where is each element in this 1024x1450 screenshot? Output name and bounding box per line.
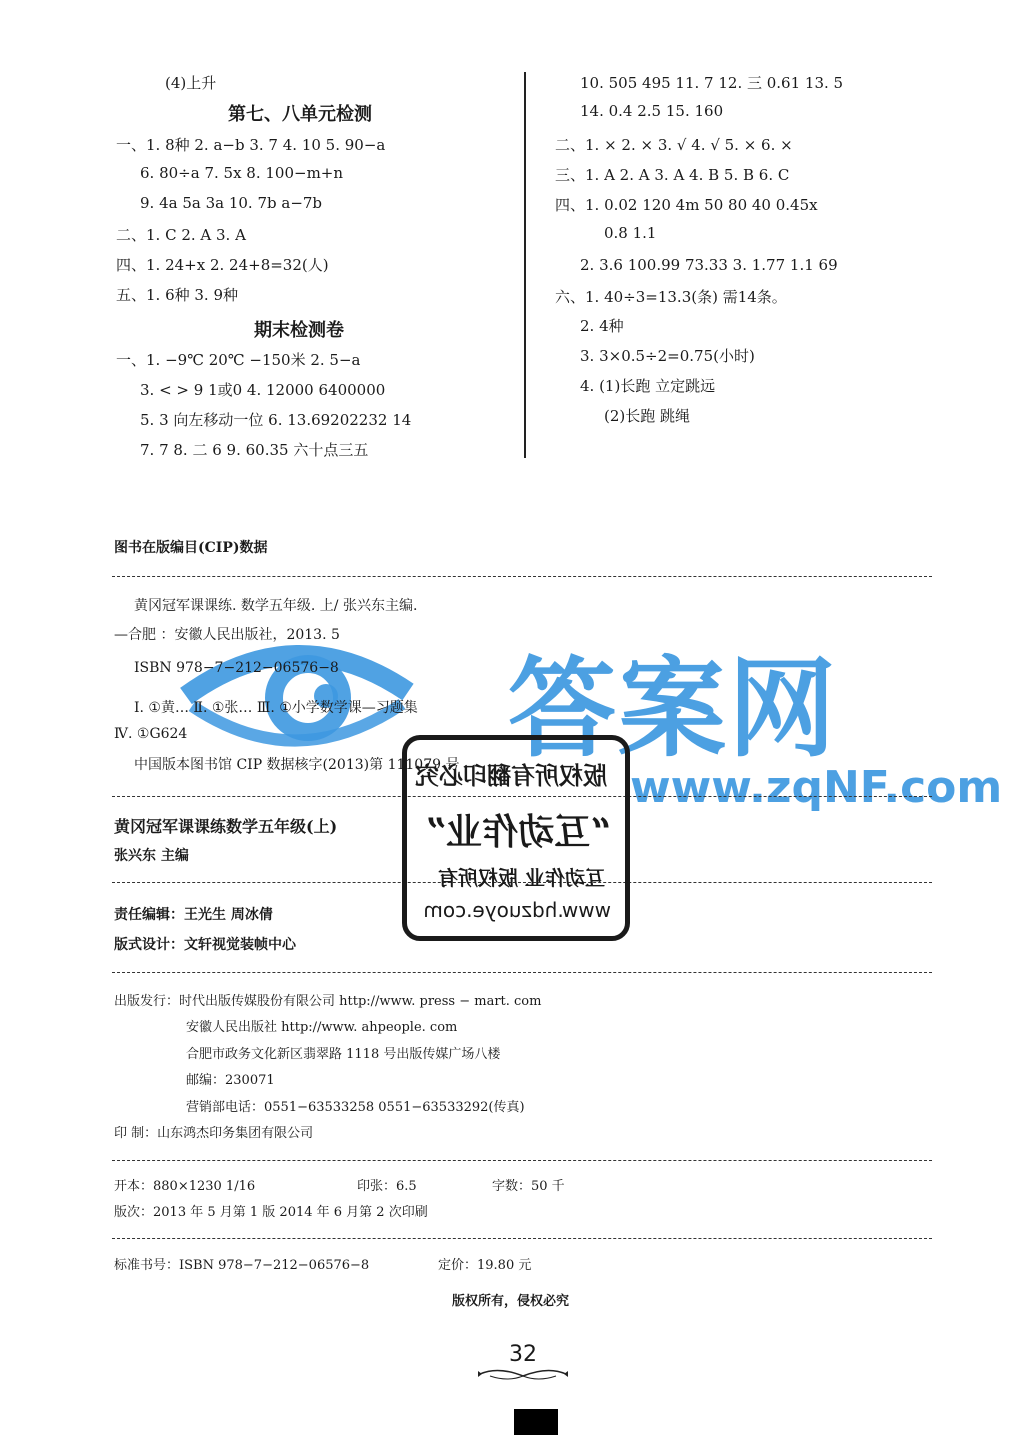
publisher-line: 出版发行：时代出版传媒股份有限公司 http://www. press − mart. com <box>114 994 542 1009</box>
stamp-line: 版权所有翻印必究 <box>415 761 607 790</box>
watermark-url: www.zqNF.com <box>630 762 1003 813</box>
answer-line: 二、1. × 2. × 3. √ 4. √ 5. × 6. × <box>555 136 793 154</box>
publisher-postcode: 邮编：230071 <box>186 1073 275 1088</box>
answer-line: 六、1. 40÷3=13.3(条) 需14条。 <box>555 288 787 306</box>
answer-line: (2)长跑 跳绳 <box>604 407 691 425</box>
cip-class-line: Ⅰ. ①黄… Ⅱ. ①张… Ⅲ. ①小学数学课—习题集 <box>134 700 418 716</box>
answer-line: 一、1. −9℃ 20℃ −150米 2. 5−a <box>116 351 361 369</box>
answer-line: 3. < > 9 1或0 4. 12000 6400000 <box>140 381 386 399</box>
stamp-line: www.hdzuoye.com <box>423 898 611 922</box>
eye-logo-icon <box>176 628 416 758</box>
copyright-notice: 版权所有，侵权必究 <box>452 1294 570 1309</box>
answer-line: 5. 3 向左移动一位 6. 13.69202232 14 <box>140 411 412 429</box>
answer-line: 二、1. C 2. A 3. A <box>116 226 246 244</box>
answer-line: 一、1. 8种 2. a−b 3. 7 4. 10 5. 90−a <box>116 136 386 154</box>
design-credit: 版式设计：文轩视觉装帧中心 <box>114 937 296 953</box>
spec-words: 字数：50 千 <box>492 1179 565 1194</box>
divider <box>112 972 932 973</box>
publisher-phone: 营销部电话：0551−63533258 0551−63533292(传真) <box>186 1100 525 1115</box>
cip-number-line: 中国版本图书馆 CIP 数据核字(2013)第 111079 号 <box>134 757 460 773</box>
printer-line: 印 制：山东鸿杰印务集团有限公司 <box>114 1126 314 1141</box>
publisher-line: 安徽人民出版社 http://www. ahpeople. com <box>186 1020 458 1035</box>
answer-line: 2. 4种 <box>580 317 624 335</box>
answer-line: 2. 3.6 100.99 73.33 3. 1.77 1.1 69 <box>580 256 838 274</box>
section-title-units-7-8: 第七、八单元检测 <box>228 104 372 125</box>
answer-line: 4. (1)长跑 立定跳远 <box>580 377 716 395</box>
copyright-stamp <box>402 735 630 941</box>
spec-format: 开本：880×1230 1/16 <box>114 1179 256 1194</box>
section-title-final-exam: 期末检测卷 <box>254 320 344 341</box>
cip-publisher-line: —合肥 ：安徽人民出版社，2013. 5 <box>114 627 340 643</box>
answer-line: 3. 3×0.5÷2=0.75(小时) <box>580 347 755 365</box>
answer-line: 三、1. A 2. A 3. A 4. B 5. B 6. C <box>555 166 790 184</box>
answer-line: 0.8 1.1 <box>604 224 657 242</box>
answer-line: 6. 80÷a 7. 5x 8. 100−m+n <box>140 164 344 182</box>
answer-line: 14. 0.4 2.5 15. 160 <box>580 102 724 120</box>
divider <box>112 576 932 577</box>
stamp-content <box>407 740 625 936</box>
ornament-icon <box>478 1366 568 1382</box>
divider <box>112 1160 932 1161</box>
book-editor: 张兴东 主编 <box>114 848 189 864</box>
spec-edition: 版次：2013 年 5 月第 1 版 2014 年 6 月第 2 次印刷 <box>114 1205 428 1220</box>
left-top-line: (4)上升 <box>165 74 217 92</box>
answer-line: 10. 505 495 11. 7 12. 三 0.61 13. 5 <box>580 74 844 92</box>
answer-line: 7. 7 8. 二 6 9. 60.35 六十点三五 <box>140 441 369 459</box>
answer-line: 五、1. 6种 3. 9种 <box>116 286 239 304</box>
answer-line: 四、1. 24+x 2. 24+8=32(人) <box>116 256 329 274</box>
watermark-title: 答案网 <box>508 646 839 772</box>
spec-sheets: 印张：6.5 <box>357 1179 417 1194</box>
cip-heading: 图书在版编目(CIP)数据 <box>114 540 268 556</box>
cip-title-line: 黄冈冠军课课练. 数学五年级. 上/ 张兴东主编. <box>134 598 418 614</box>
divider <box>112 1238 932 1239</box>
answer-line: 四、1. 0.02 120 4m 50 80 40 0.45x <box>555 196 818 214</box>
spec-price: 定价：19.80 元 <box>438 1258 532 1273</box>
black-marker <box>514 1409 558 1435</box>
answer-line: 9. 4a 5a 3a 10. 7b a−7b <box>140 194 323 212</box>
page-number: 32 <box>509 1342 537 1367</box>
publisher-address: 合肥市政务文化新区翡翠路 1118 号出版传媒广场八楼 <box>186 1047 501 1062</box>
cip-isbn-line: ISBN 978−7−212−06576−8 <box>134 660 339 676</box>
stamp-line: “互动作业” <box>425 811 611 853</box>
responsible-editor: 责任编辑：王光生 周冰倩 <box>114 907 273 923</box>
book-title: 黄冈冠军课课练数学五年级(上) <box>114 817 338 836</box>
cip-class-line2: Ⅳ. ①G624 <box>114 726 188 742</box>
column-divider <box>524 72 526 458</box>
stamp-line: 互动作业 版权所有 <box>438 866 605 890</box>
spec-isbn: 标准书号：ISBN 978−7−212−06576−8 <box>114 1258 370 1273</box>
